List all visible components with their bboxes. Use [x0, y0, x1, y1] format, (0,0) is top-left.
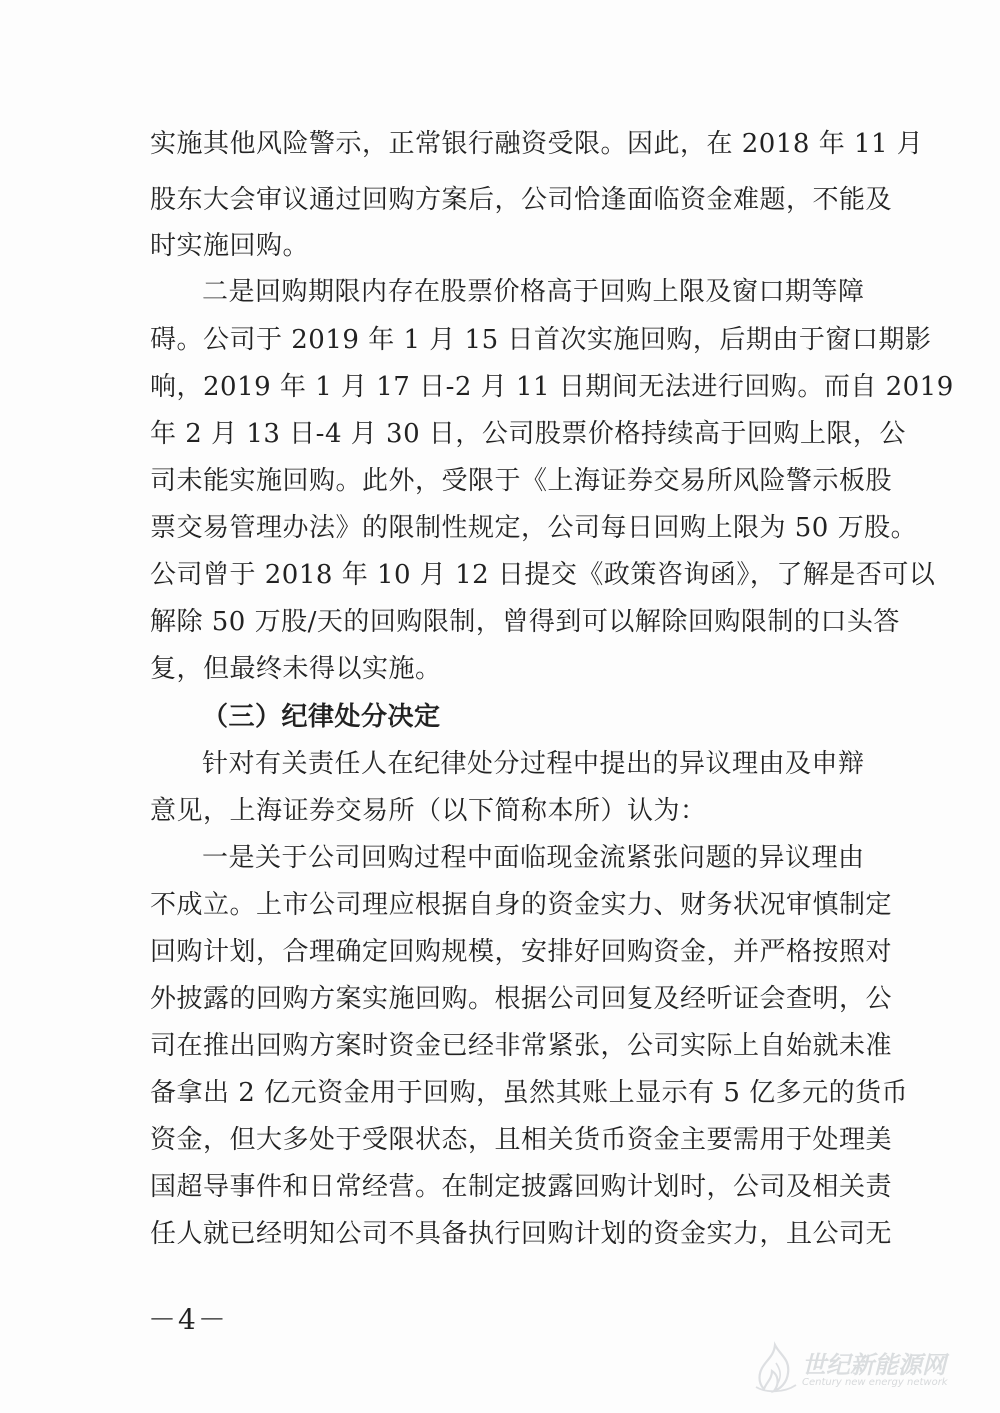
- text-line: 回购计划，合理确定回购规模，安排好回购资金，并严格按照对: [150, 937, 893, 967]
- text-line: 外披露的回购方案实施回购。根据公司回复及经听证会查明，公: [150, 984, 893, 1014]
- text-line: 复，但最终未得以实施。: [150, 654, 442, 684]
- text-line: 年 2 月 13 日-4 月 30 日，公司股票价格持续高于回购上限，公: [150, 419, 906, 449]
- text-line: 意见，上海证券交易所（以下简称本所）认为：: [150, 796, 707, 826]
- text-line: 任人就已经明知公司不具备执行回购计划的资金实力，且公司无: [150, 1219, 893, 1249]
- text-line: 司未能实施回购。此外，受限于《上海证券交易所风险警示板股: [150, 466, 893, 496]
- text-line: 不成立。上市公司理应根据自身的资金实力、财务状况审慎制定: [150, 890, 893, 920]
- watermark-logo: [750, 1337, 980, 1399]
- page-number: －4－: [148, 1303, 228, 1336]
- text-line: 国超导事件和日常经营。在制定披露回购计划时，公司及相关责: [150, 1172, 893, 1202]
- text-line: 票交易管理办法》的限制性规定，公司每日回购上限为 50 万股。: [150, 513, 918, 543]
- text-line: 时实施回购。: [150, 231, 310, 261]
- text-line: 一是关于公司回购过程中面临现金流紧张问题的异议理由: [202, 843, 865, 873]
- text-line: 响，2019 年 1 月 17 日-2 月 11 日期间无法进行回购。而自 2019: [150, 372, 954, 402]
- text-line: 实施其他风险警示，正常银行融资受限。因此，在 2018 年 11 月: [150, 129, 924, 159]
- text-line: 针对有关责任人在纪律处分过程中提出的异议理由及申辩: [202, 749, 865, 779]
- watermark-name: 世纪新能源网: [802, 1351, 946, 1379]
- text-line: 碍。公司于 2019 年 1 月 15 日首次实施回购，后期由于窗口期影: [150, 325, 932, 355]
- text-line: 二是回购期限内存在股票价格高于回购上限及窗口期等障: [202, 277, 865, 307]
- text-line: 公司曾于 2018 年 10 月 12 日提交《政策咨询函》，了解是否可以: [150, 560, 936, 590]
- flame-logo-icon: [750, 1341, 800, 1395]
- text-line: 资金，但大多处于受限状态，且相关货币资金主要需用于处理美: [150, 1125, 893, 1155]
- text-line: 股东大会审议通过回购方案后，公司恰逢面临资金难题，不能及: [150, 185, 893, 215]
- section-heading: （三）纪律处分决定: [202, 702, 441, 732]
- text-line: 司在推出回购方案时资金已经非常紧张，公司实际上自始就未准: [150, 1031, 893, 1061]
- text-line: 备拿出 2 亿元资金用于回购，虽然其账上显示有 5 亿多元的货币: [150, 1078, 909, 1108]
- text-line: 解除 50 万股/天的回购限制，曾得到可以解除回购限制的口头答: [150, 607, 900, 637]
- watermark-subtitle: Century new energy network: [802, 1377, 948, 1388]
